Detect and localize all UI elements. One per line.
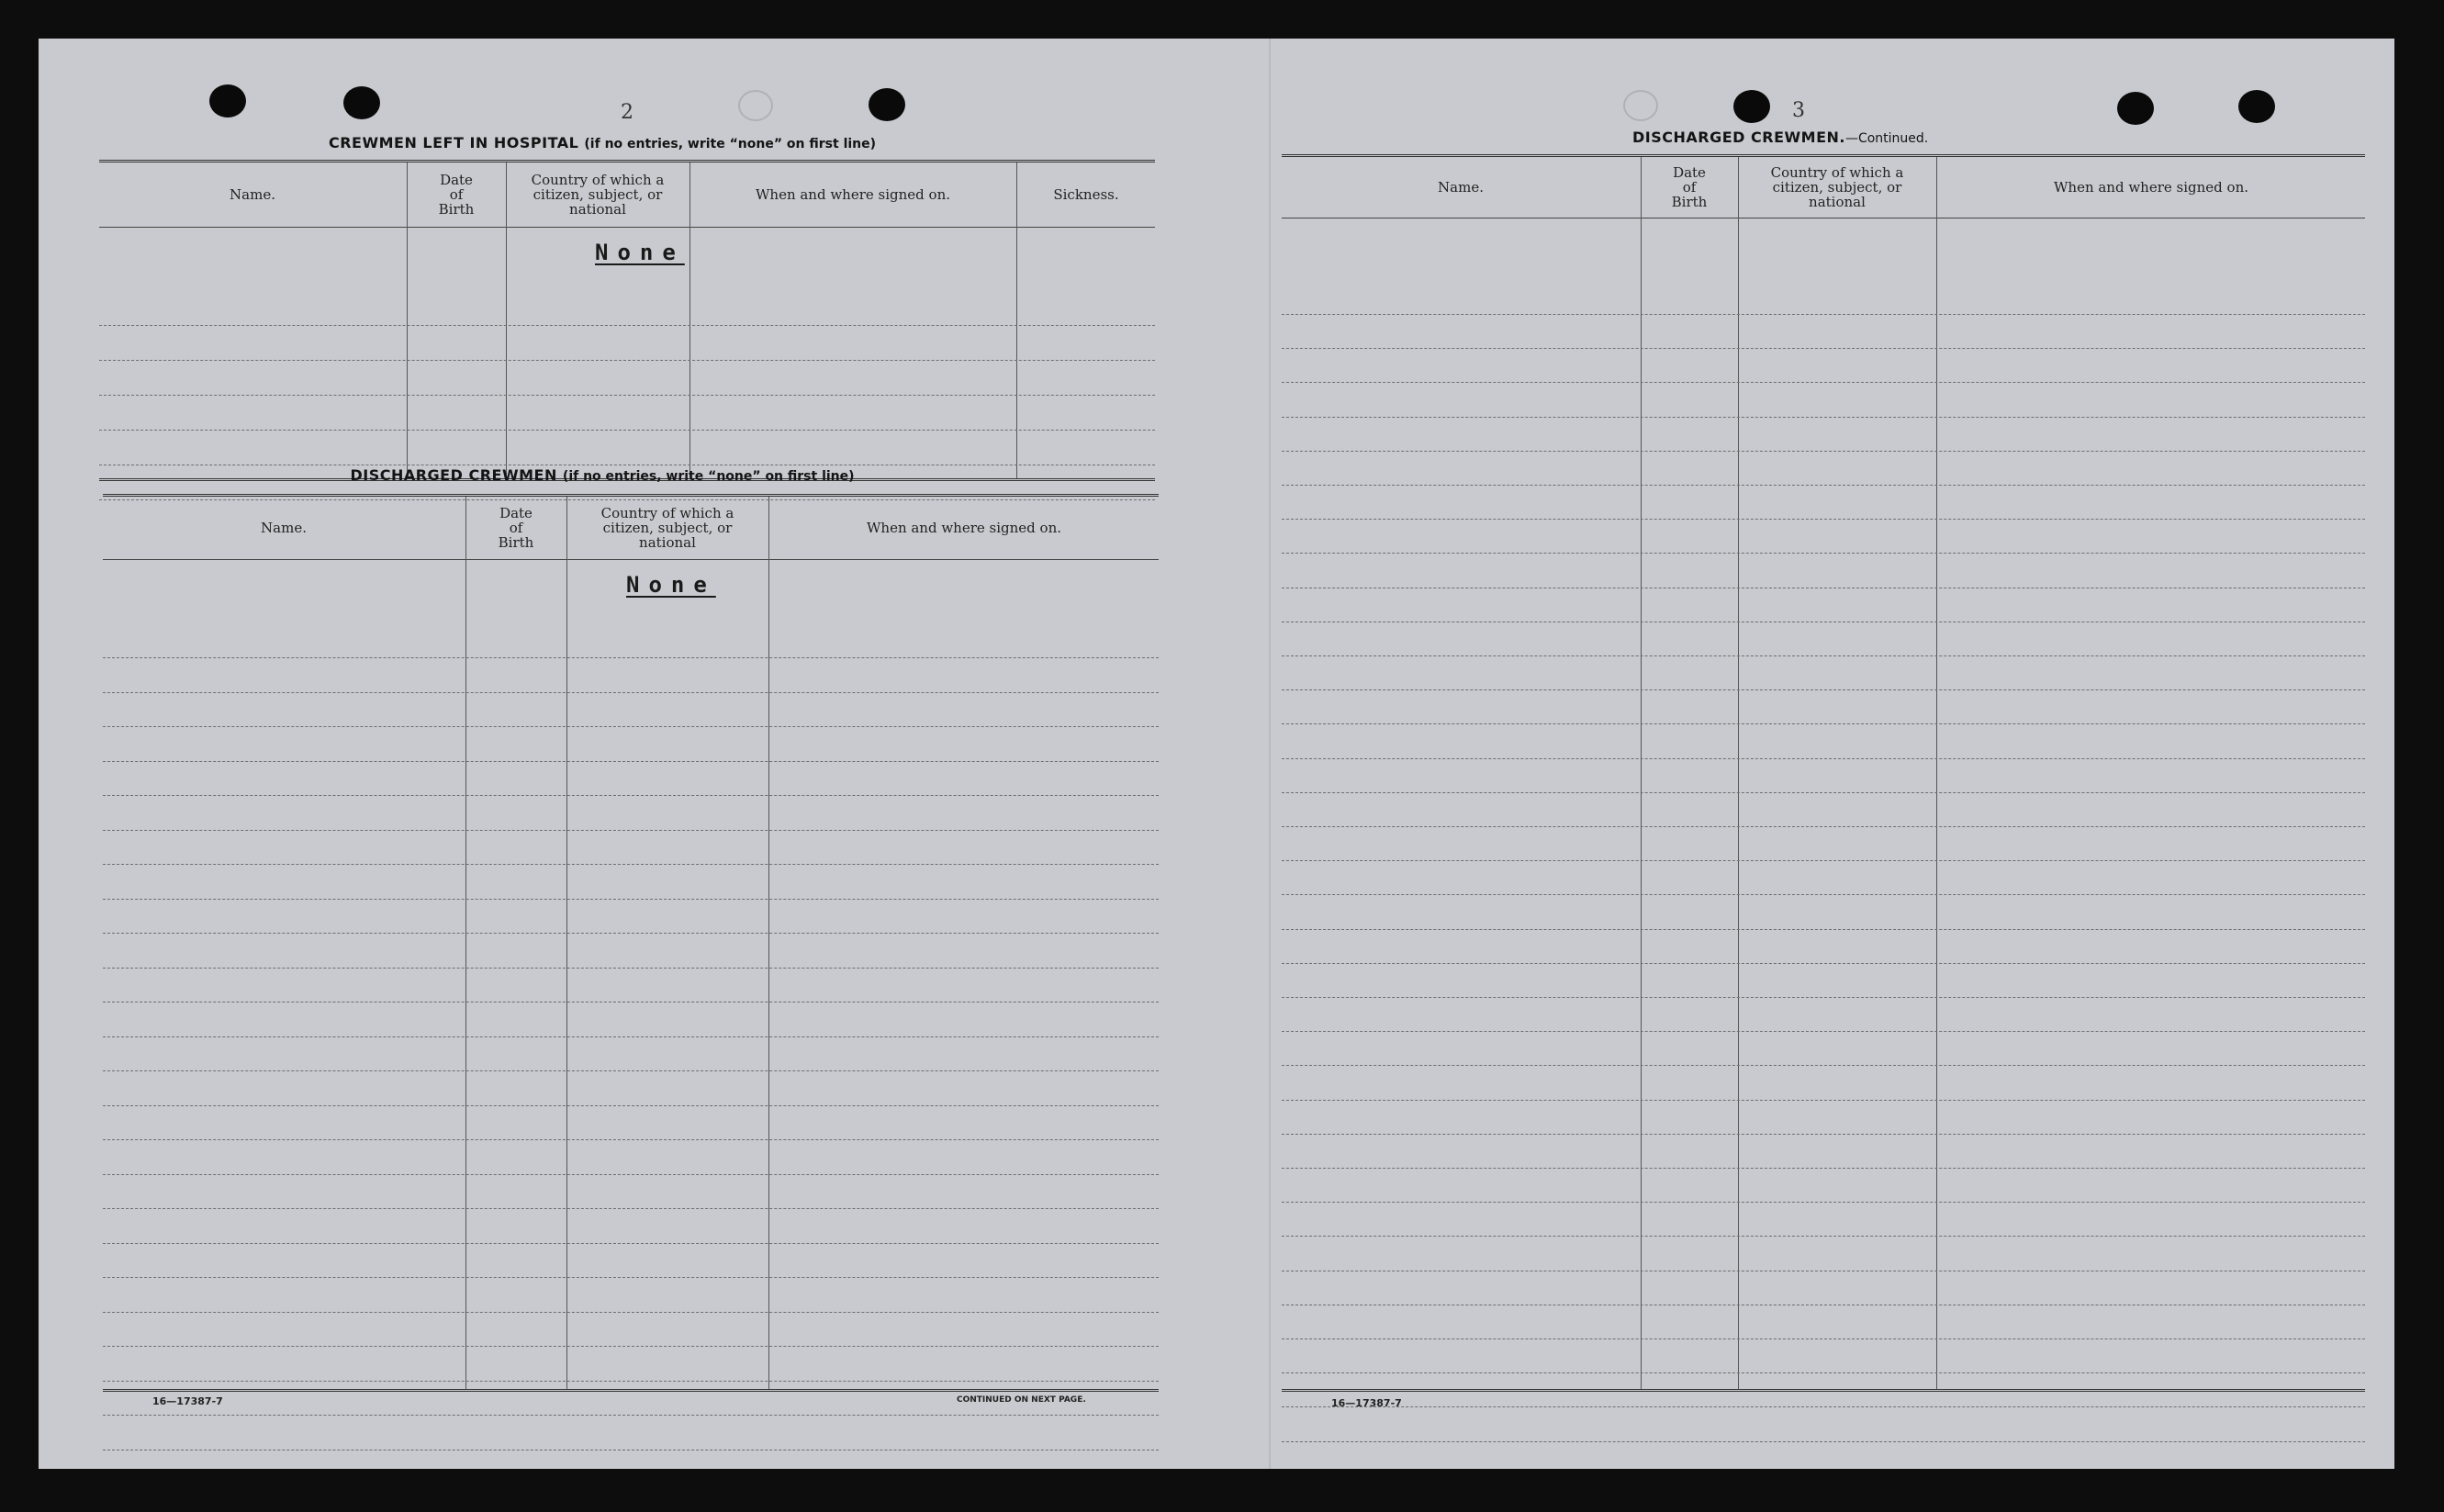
ruled-line	[99, 325, 1155, 326]
ledger-sheet	[39, 39, 2394, 1469]
ruled-line	[103, 726, 1159, 727]
ruled-line	[1282, 1065, 2365, 1066]
col-dob-header: Date of Birth	[498, 505, 534, 551]
column-divider	[1016, 162, 1017, 478]
ruled-line	[103, 899, 1159, 900]
discharged-continued-table	[1282, 154, 2365, 1389]
ruled-line	[103, 1139, 1159, 1140]
ruled-line	[103, 1105, 1159, 1106]
ruled-line	[1282, 348, 2365, 349]
table-bottom-rule	[103, 1389, 1159, 1392]
ruled-line	[103, 761, 1159, 762]
ruled-line	[1282, 1134, 2365, 1135]
col-sickness-header: Sickness.	[1053, 186, 1119, 203]
ruled-line	[1282, 314, 2365, 315]
continued-section-title	[1632, 129, 1928, 146]
ruled-line	[103, 864, 1159, 865]
ruled-line	[103, 1174, 1159, 1175]
ruled-line	[1282, 894, 2365, 895]
ruled-line	[103, 1243, 1159, 1244]
col-name-header: Name.	[261, 520, 307, 536]
form-number-right: 16—17387-7	[1331, 1397, 1402, 1409]
ruled-line	[1282, 553, 2365, 554]
ruled-line	[1282, 1031, 2365, 1032]
col-dob-header: Date of Birth	[1671, 164, 1708, 210]
ruled-line	[1282, 723, 2365, 724]
punch-hole	[1623, 90, 1658, 121]
ruled-line	[1282, 1236, 2365, 1237]
ruled-line	[103, 933, 1159, 934]
col-country-header: Country of which a citizen, subject, or national	[1770, 164, 1904, 210]
punch-hole	[869, 88, 905, 121]
col-signed-on-header: When and where signed on.	[866, 520, 1061, 536]
column-divider	[1936, 157, 1937, 1389]
ruled-line	[1282, 826, 2365, 827]
ruled-line	[103, 830, 1159, 831]
discharged-title: DISCHARGED CREWMEN	[350, 466, 557, 484]
ruled-line	[1282, 655, 2365, 656]
page-number-left: 2	[621, 101, 633, 124]
ruled-line	[103, 1277, 1159, 1278]
continued-table-header	[1282, 157, 2365, 218]
ruled-line	[1282, 451, 2365, 452]
hospital-section-title	[103, 134, 1102, 151]
ruled-line	[1282, 689, 2365, 690]
ruled-line	[1282, 1168, 2365, 1169]
discharged-table-header	[103, 497, 1159, 560]
ruled-line	[1282, 963, 2365, 964]
page-number-right: 3	[1792, 99, 1805, 122]
punch-hole	[738, 90, 773, 121]
punch-hole	[1733, 90, 1770, 123]
ruled-line	[1282, 860, 2365, 861]
ruled-line	[1282, 758, 2365, 759]
ruled-line	[1282, 1406, 2365, 1407]
ruled-line	[1282, 1372, 2365, 1373]
continued-title: DISCHARGED CREWMEN.	[1632, 129, 1845, 146]
col-country-header: Country of which a citizen, subject, or national	[531, 172, 665, 218]
column-divider	[407, 162, 408, 478]
page-fold	[1269, 39, 1271, 1469]
discharged-table	[103, 494, 1159, 1389]
hospital-note: (if no entries, write “none” on first line)	[584, 137, 877, 151]
column-divider	[1641, 157, 1642, 1389]
hospital-table	[99, 160, 1155, 478]
col-signed-on-header: When and where signed on.	[2053, 179, 2248, 196]
col-signed-on-header: When and where signed on.	[755, 186, 950, 203]
ruled-line	[1282, 1100, 2365, 1101]
hospital-title: CREWMEN LEFT IN HOSPITAL	[328, 134, 579, 151]
ruled-line	[103, 1070, 1159, 1071]
ruled-line	[103, 1346, 1159, 1347]
ruled-line	[103, 1312, 1159, 1313]
ruled-line	[1282, 417, 2365, 418]
ruled-line	[1282, 1338, 2365, 1339]
ruled-line	[99, 360, 1155, 361]
column-divider	[465, 497, 466, 1389]
continued-note: CONTINUED ON NEXT PAGE.	[957, 1395, 1086, 1405]
ruled-line	[1282, 929, 2365, 930]
punch-hole	[2117, 92, 2154, 125]
col-name-header: Name.	[1438, 179, 1484, 196]
ruled-line	[103, 1208, 1159, 1209]
ruled-line	[1282, 485, 2365, 486]
column-divider	[566, 497, 567, 1389]
ruled-line	[1282, 792, 2365, 793]
column-divider	[1738, 157, 1739, 1389]
hospital-none-entry: None	[595, 240, 685, 265]
hospital-table-header	[99, 162, 1155, 228]
ruled-line	[103, 1381, 1159, 1382]
ruled-line	[1282, 1202, 2365, 1203]
discharged-note: (if no entries, write “none” on first line)	[562, 469, 855, 484]
punch-hole	[343, 86, 380, 119]
discharged-none-entry: None	[626, 572, 716, 598]
column-divider	[768, 497, 769, 1389]
table-bottom-rule	[1282, 1389, 2365, 1392]
col-dob-header: Date of Birth	[438, 172, 475, 218]
ruled-line	[1282, 1441, 2365, 1442]
ruled-line	[1282, 997, 2365, 998]
column-divider	[689, 162, 690, 478]
form-number-left: 16—17387-7	[152, 1395, 223, 1407]
column-divider	[506, 162, 507, 478]
ruled-line	[103, 795, 1159, 796]
punch-hole	[209, 84, 246, 118]
ruled-line	[99, 395, 1155, 396]
ruled-line	[103, 657, 1159, 658]
col-name-header: Name.	[230, 186, 275, 203]
col-country-header: Country of which a citizen, subject, or national	[600, 505, 734, 551]
discharged-section-title	[103, 466, 1102, 484]
ruled-line	[1282, 382, 2365, 383]
ruled-line	[103, 968, 1159, 969]
continued-suffix: —Continued.	[1844, 131, 1929, 146]
ruled-line	[103, 692, 1159, 693]
ruled-line	[1282, 519, 2365, 520]
ruled-line	[103, 1036, 1159, 1037]
ruled-line	[99, 430, 1155, 431]
ruled-line	[103, 1415, 1159, 1416]
punch-hole	[2238, 90, 2275, 123]
